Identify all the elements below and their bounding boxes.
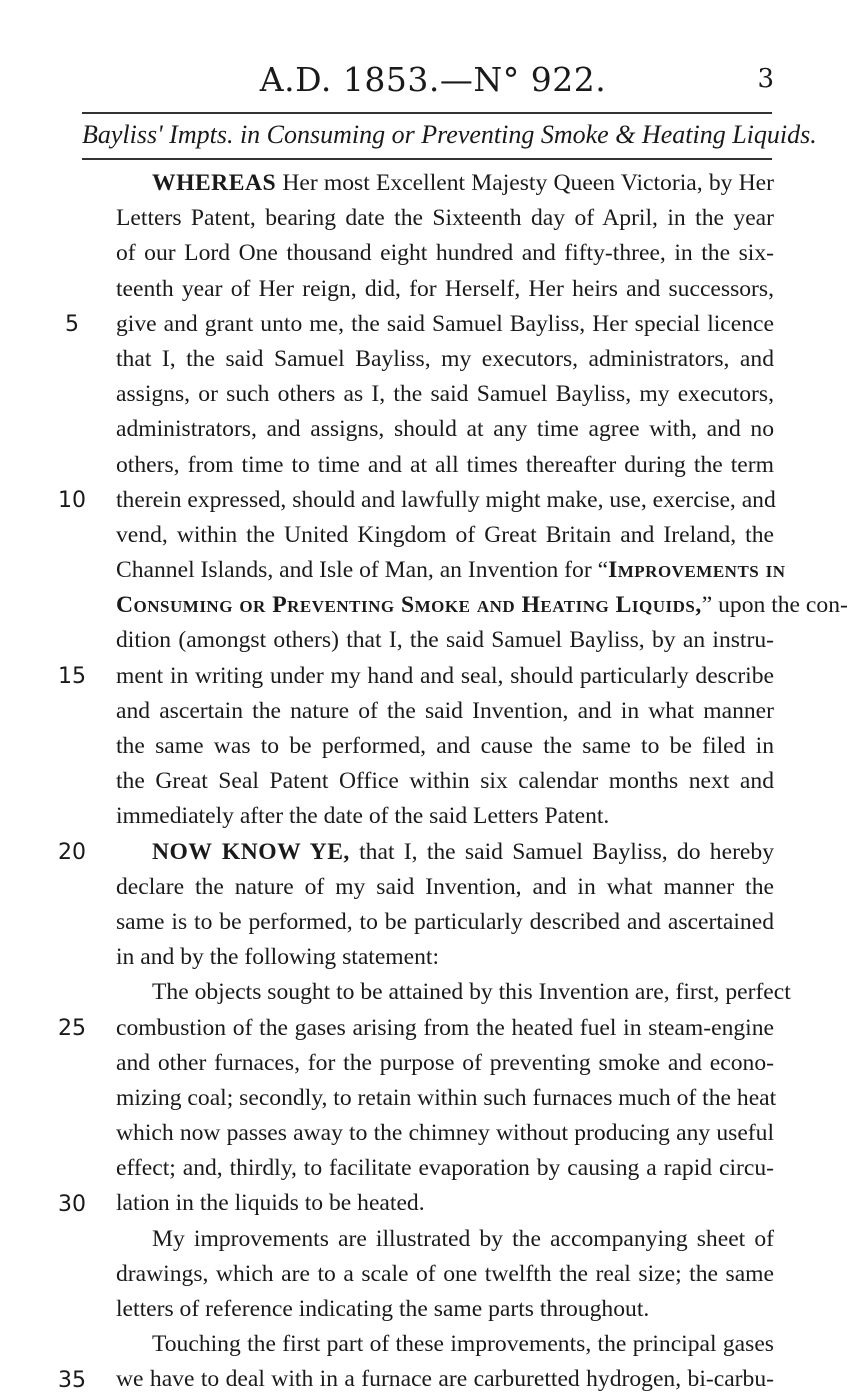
text-line: WHEREAS Her most Excellent Majesty Queen Victoria, by Her xyxy=(152,170,774,196)
page-number: 3 xyxy=(757,64,774,94)
line-number-5: 5 xyxy=(65,311,79,337)
text-line: which now passes away to the chimney without producing any useful xyxy=(116,1120,774,1147)
text-line: same is to be performed, to be particularly described and ascertained xyxy=(116,908,774,935)
line-number-30: 30 xyxy=(58,1191,86,1217)
text-line: declare the nature of my said Invention, and in what manner the xyxy=(116,873,774,900)
text-line: combustion of the gases arising from the heated fuel in steam-engine xyxy=(116,1014,774,1041)
text-line: immediately after the date of the said Letters Patent. xyxy=(116,803,610,830)
header-rule-bottom xyxy=(82,158,772,160)
text-line: we have to deal with in a furnace are carburetted hydrogen, bi-carbu- xyxy=(116,1366,774,1393)
text-line: Consuming or Preventing Smoke and Heating Liquids,” upon the con- xyxy=(116,592,848,619)
header-title: A.D. 1853.—N° 922. xyxy=(259,60,607,99)
invention-title-cont: Consuming or Preventing Smoke and Heating Liquids, xyxy=(116,592,702,619)
text-line: Touching the first part of these improvements, the principal gases xyxy=(152,1331,774,1358)
text-line: drawings, which are to a scale of one twelfth the real size; the same xyxy=(116,1260,774,1287)
text-line: give and grant unto me, the said Samuel Bayliss, Her special licence xyxy=(116,310,774,337)
text-line: mizing coal; secondly, to retain within such furnaces much of the heat xyxy=(116,1084,777,1111)
invention-title: Improvements in xyxy=(608,557,786,584)
now-know-ye-lead: NOW KNOW YE, xyxy=(152,838,350,865)
text-line: Letters Patent, bearing date the Sixteenth day of April, in the year xyxy=(116,205,774,232)
text-line: ment in writing under my hand and seal, should particularly describe xyxy=(116,662,774,689)
text-line: Channel Islands, and Isle of Man, an Invention for “Improvements in xyxy=(116,557,786,584)
text-line: effect; and, thirdly, to facilitate evaporation by causing a rapid circu- xyxy=(116,1155,774,1182)
text-line: others, from time to time and at all times thereafter during the term xyxy=(116,451,774,478)
text-line: lation in the liquids to be heated. xyxy=(116,1190,425,1217)
text-line: administrators, and assigns, should at any time agree with, and no xyxy=(116,416,774,443)
text-line: vend, within the United Kingdom of Great Britain and Ireland, the xyxy=(116,521,774,548)
running-title: Bayliss' Impts. in Consuming or Preventing Smoke & Heating Liquids. xyxy=(82,120,817,149)
text-line: the same was to be performed, and cause the same to be filed in xyxy=(116,733,774,759)
text-line: in and by the following statement: xyxy=(116,944,440,971)
whereas-lead: WHEREAS xyxy=(152,170,277,196)
text-line: the Great Seal Patent Office within six calendar months next and xyxy=(116,768,774,795)
text-line: letters of reference indicating the same parts throughout. xyxy=(116,1296,650,1322)
text-line: The objects sought to be attained by this Invention are, first, perfect xyxy=(152,979,791,1006)
text-line: and other furnaces, for the purpose of preventing smoke and econo- xyxy=(116,1049,774,1076)
text-line: of our Lord One thousand eight hundred and fifty-three, in the six- xyxy=(116,240,774,267)
text-line: NOW KNOW YE, that I, the said Samuel Bayliss, do hereby xyxy=(152,838,774,865)
text-line: dition (amongst others) that I, the said Samuel Bayliss, by an instru- xyxy=(116,627,774,654)
page-header xyxy=(92,60,774,104)
line-number-10: 10 xyxy=(58,487,86,513)
text-line: therein expressed, should and lawfully might make, use, exercise, and xyxy=(116,486,776,513)
text-line: assigns, or such others as I, the said Samuel Bayliss, my executors, xyxy=(116,381,774,408)
text-line: My improvements are illustrated by the accompanying sheet of xyxy=(152,1225,774,1252)
text-line: that I, the said Samuel Bayliss, my executors, administrators, and xyxy=(116,345,774,372)
patent-body-text xyxy=(116,166,848,1398)
header-rule-top xyxy=(82,112,772,114)
text-line: and ascertain the nature of the said Invention, and in what manner xyxy=(116,697,774,724)
line-number-35: 35 xyxy=(58,1367,86,1393)
line-number-25: 25 xyxy=(58,1015,86,1041)
text-line: teenth year of Her reign, did, for Herself, Her heirs and successors, xyxy=(116,275,774,302)
line-number-15: 15 xyxy=(58,663,86,689)
line-number-20: 20 xyxy=(58,839,86,865)
